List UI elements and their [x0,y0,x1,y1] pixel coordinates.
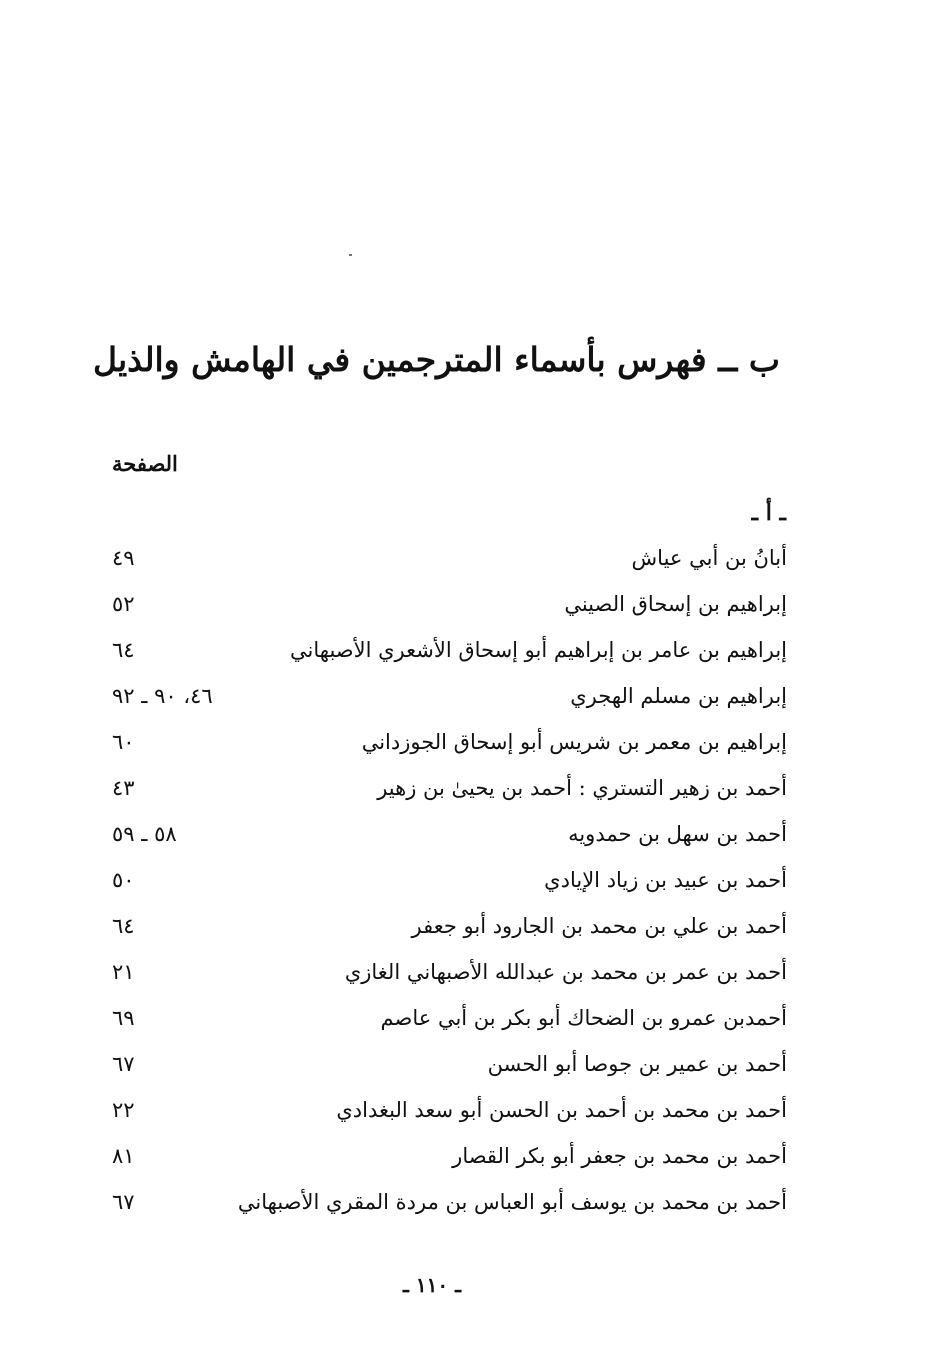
index-entry [112,814,787,860]
entry-page-numbers: ٥٠ [112,868,135,892]
print-speck [349,254,352,256]
entry-page-numbers: ٦٠ [112,730,135,754]
index-entry [112,676,787,722]
entry-name: أحمد بن محمد بن جعفر أبو بكر القصار [452,1144,787,1168]
entry-page-numbers: ٢٢ [112,1098,135,1122]
index-title: ب ــ فهرس بأسماء المترجمين في الهامش والذيل [92,340,780,379]
entry-name: أحمد بن سهل بن حمدويه [568,822,787,846]
entry-name: أحمد بن عمر بن محمد بن عبدالله الأصبهاني الغازي [344,960,787,984]
index-entry-list [112,538,787,1228]
section-letter-alif: ـ أ ـ [751,500,786,526]
entry-name: أحمد بن زهير التستري : أحمد بن يحيىٰ بن زهير [377,776,787,800]
index-entry [112,630,787,676]
index-entry [112,1182,787,1228]
index-entry [112,584,787,630]
entry-name: إبراهيم بن مسلم الهجري [570,684,787,708]
index-entry [112,768,787,814]
index-entry [112,1136,787,1182]
entry-name: أحمد بن محمد بن أحمد بن الحسن أبو سعد البغدادي [336,1098,787,1122]
entry-page-numbers: ٢١ [112,960,135,984]
index-entry [112,1090,787,1136]
entry-name: إبراهيم بن إسحاق الصيني [564,592,787,616]
entry-name: أحمد بن محمد بن يوسف أبو العباس بن مردة المقري الأصبهاني [237,1190,787,1214]
index-entry [112,952,787,998]
entry-page-numbers: ٤٩ [112,546,135,570]
index-entry [112,1044,787,1090]
entry-name: إبراهيم بن معمر بن شريس أبو إسحاق الجوزداني [361,730,787,754]
entry-page-numbers: ٦٧ [112,1052,135,1076]
index-entry [112,860,787,906]
entry-page-numbers: ٤٣ [112,776,135,800]
entry-name: أحمد بن علي بن محمد بن الجارود أبو جعفر [411,914,787,938]
entry-page-numbers: ٤٦، ٩٠ ـ ٩٢ [112,684,213,708]
index-entry [112,538,787,584]
entry-page-numbers: ٥٨ ـ ٥٩ [112,822,177,846]
entry-page-numbers: ٥٢ [112,592,135,616]
entry-page-numbers: ٦٩ [112,1006,135,1030]
entry-name: إبراهيم بن عامر بن إبراهيم أبو إسحاق الأشعري الأصبهاني [290,638,787,662]
entry-name: أحمد بن عبيد بن زياد الإيادي [544,868,787,892]
page-number: ـ ١١٠ ـ [403,1273,461,1297]
entry-name: أحمدبن عمرو بن الضحاك أبو بكر بن أبي عاصم [380,1006,787,1030]
page-column-header: الصفحة [112,451,178,476]
index-entry [112,722,787,768]
entry-page-numbers: ٦٤ [112,914,135,938]
entry-page-numbers: ٦٧ [112,1190,135,1214]
entry-page-numbers: ٨١ [112,1144,135,1168]
entry-name: أحمد بن عمير بن جوصا أبو الحسن [487,1052,787,1076]
index-entry [112,906,787,952]
entry-page-numbers: ٦٤ [112,638,135,662]
entry-name: أبانُ بن أبي عياش [631,546,787,570]
index-entry [112,998,787,1044]
